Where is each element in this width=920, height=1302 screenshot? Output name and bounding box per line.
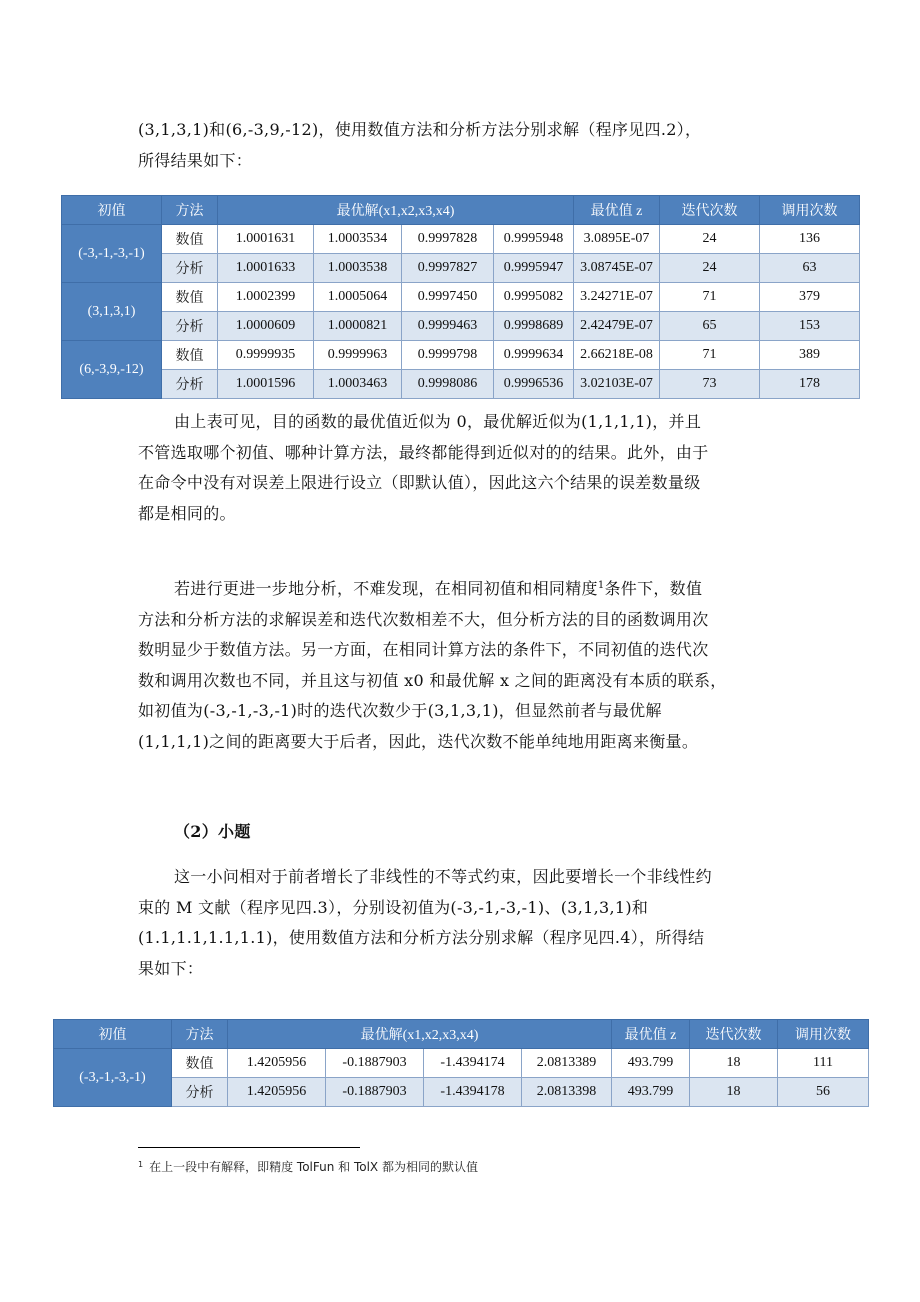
paragraph-line xyxy=(138,574,798,605)
intro-paragraph xyxy=(138,115,798,176)
table-row xyxy=(62,225,860,254)
method-cell: 分析 xyxy=(162,312,218,341)
table-header-row xyxy=(62,196,860,225)
z-cell: 3.02103E-07 xyxy=(574,370,660,399)
x2-cell: -0.1887903 xyxy=(326,1049,424,1078)
calls-cell: 136 xyxy=(760,225,860,254)
footnote-mark: 1 xyxy=(138,1160,144,1169)
paragraph-line: 数和调用次数也不同，并且这与初值 x0 和最优解 x 之间的距离没有本质的联系， xyxy=(138,670,727,690)
table-row xyxy=(62,312,860,341)
header-optimal-value: 最优值 z xyxy=(574,196,660,225)
x4-cell: 0.9995082 xyxy=(494,283,574,312)
header-iterations: 迭代次数 xyxy=(690,1020,778,1049)
header-optimal-solution: 最优解(x1,x2,x3,x4) xyxy=(228,1020,612,1049)
x3-cell: -1.4394174 xyxy=(424,1049,522,1078)
table-row xyxy=(62,283,860,312)
calls-cell: 63 xyxy=(760,254,860,283)
paragraph-line: 束的 M 文献（程序见四.3），分别设初值为(-3,-1,-3,-1)、(3,1,3,1)和 xyxy=(138,897,649,917)
initial-value-cell: (-3,-1,-3,-1) xyxy=(54,1049,172,1107)
initial-value-cell: (3,1,3,1) xyxy=(62,283,162,341)
z-cell: 2.42479E-07 xyxy=(574,312,660,341)
method-cell: 分析 xyxy=(172,1078,228,1107)
footnote-divider xyxy=(138,1147,360,1148)
table-row xyxy=(62,341,860,370)
header-calls: 调用次数 xyxy=(778,1020,869,1049)
x3-cell: -1.4394178 xyxy=(424,1078,522,1107)
header-optimal-solution: 最优解(x1,x2,x3,x4) xyxy=(218,196,574,225)
z-cell: 493.799 xyxy=(612,1078,690,1107)
table-header-row xyxy=(54,1020,869,1049)
x1-cell: 1.0001633 xyxy=(218,254,314,283)
z-cell: 3.08745E-07 xyxy=(574,254,660,283)
header-initial-value: 初值 xyxy=(54,1020,172,1049)
x1-cell: 1.0002399 xyxy=(218,283,314,312)
iterations-cell: 24 xyxy=(660,225,760,254)
footnote-reference[interactable]: 1 xyxy=(597,580,605,591)
x3-cell: 0.9999463 xyxy=(402,312,494,341)
header-calls: 调用次数 xyxy=(760,196,860,225)
paragraph-line: 如初值为(-3,-1,-3,-1)时的迭代次数少于(3,1,3,1)，但显然前者与最优解 xyxy=(138,701,662,720)
header-iterations: 迭代次数 xyxy=(660,196,760,225)
method-cell: 数值 xyxy=(162,341,218,370)
paragraph-line: 都是相同的。 xyxy=(138,503,236,523)
x4-cell: 0.9998689 xyxy=(494,312,574,341)
paragraph-line: 方法和分析方法的求解误差和迭代次数相差不大，但分析方法的目的函数调用次 xyxy=(138,609,709,629)
x2-cell: 1.0003538 xyxy=(314,254,402,283)
x2-cell: 0.9999963 xyxy=(314,341,402,370)
x3-cell: 0.9997450 xyxy=(402,283,494,312)
z-cell: 2.66218E-08 xyxy=(574,341,660,370)
paragraph-text: 若进行更进一步地分析，不难发现，在相同初值和相同精度 xyxy=(174,579,598,598)
paragraph-line: 这一小问相对于前者增长了非线性的不等式约束，因此要增长一个非线性约 xyxy=(174,867,712,886)
results-table-1 xyxy=(61,195,860,399)
x4-cell: 0.9995947 xyxy=(494,254,574,283)
header-optimal-value: 最优值 z xyxy=(612,1020,690,1049)
paragraph-text: 条件下，数值 xyxy=(604,579,703,598)
x1-cell: 1.0001596 xyxy=(218,370,314,399)
z-cell: 3.0895E-07 xyxy=(574,225,660,254)
method-cell: 数值 xyxy=(162,283,218,312)
footnote-text: 在上一段中有解释，即精度 TolFun 和 TolX 都为相同的默认值 xyxy=(149,1160,478,1174)
initial-value-cell: (-3,-1,-3,-1) xyxy=(62,225,162,283)
analysis-paragraph-3 xyxy=(138,862,798,984)
iterations-cell: 18 xyxy=(690,1078,778,1107)
header-initial-value: 初值 xyxy=(62,196,162,225)
intro-line-1: (3,1,3,1)和(6,-3,9,-12)，使用数值方法和分析方法分别求解（程序见四.2）， xyxy=(138,120,702,139)
method-cell: 分析 xyxy=(162,254,218,283)
x2-cell: 1.0000821 xyxy=(314,312,402,341)
x2-cell: 1.0003534 xyxy=(314,225,402,254)
calls-cell: 111 xyxy=(778,1049,869,1078)
x1-cell: 1.0001631 xyxy=(218,225,314,254)
paragraph-line: (1,1,1,1)之间的距离要大于后者，因此，迭代次数不能单纯地用距离来衡量。 xyxy=(138,731,699,751)
table-row xyxy=(62,370,860,399)
x1-cell: 1.4205956 xyxy=(228,1049,326,1078)
method-cell: 数值 xyxy=(162,225,218,254)
iterations-cell: 71 xyxy=(660,341,760,370)
initial-value-cell: (6,-3,9,-12) xyxy=(62,341,162,399)
x4-cell: 0.9995948 xyxy=(494,225,574,254)
paragraph-line: 不管选取哪个初值、哪种计算方法，最终都能得到近似对的的结果。此外，由于 xyxy=(138,442,709,462)
iterations-cell: 24 xyxy=(660,254,760,283)
x2-cell: 1.0005064 xyxy=(314,283,402,312)
iterations-cell: 65 xyxy=(660,312,760,341)
x3-cell: 0.9999798 xyxy=(402,341,494,370)
header-method: 方法 xyxy=(172,1020,228,1049)
table-row xyxy=(54,1078,869,1107)
intro-line-2: 所得结果如下： xyxy=(138,150,253,170)
z-cell: 493.799 xyxy=(612,1049,690,1078)
x1-cell: 0.9999935 xyxy=(218,341,314,370)
method-cell: 分析 xyxy=(162,370,218,399)
x4-cell: 0.9999634 xyxy=(494,341,574,370)
paragraph-line: (1.1,1.1,1.1,1.1)，使用数值方法和分析方法分别求解（程序见四.4），所得结 xyxy=(138,928,705,947)
x3-cell: 0.9998086 xyxy=(402,370,494,399)
iterations-cell: 71 xyxy=(660,283,760,312)
table-row xyxy=(62,254,860,283)
paragraph-line: 数明显少于数值方法。另一方面，在相同计算方法的条件下，不同初值的迭代次 xyxy=(138,640,709,659)
x2-cell: 1.0003463 xyxy=(314,370,402,399)
x3-cell: 0.9997828 xyxy=(402,225,494,254)
calls-cell: 389 xyxy=(760,341,860,370)
x2-cell: -0.1887903 xyxy=(326,1078,424,1107)
x1-cell: 1.0000609 xyxy=(218,312,314,341)
z-cell: 3.24271E-07 xyxy=(574,283,660,312)
paragraph-line: 由上表可见，目的函数的最优值近似为 0，最优解近似为(1,1,1,1)，并且 xyxy=(174,412,702,431)
analysis-paragraph-2 xyxy=(138,574,798,757)
x4-cell: 2.0813389 xyxy=(522,1049,612,1078)
section-heading: （2）小题 xyxy=(174,822,251,841)
iterations-cell: 73 xyxy=(660,370,760,399)
x4-cell: 0.9996536 xyxy=(494,370,574,399)
calls-cell: 379 xyxy=(760,283,860,312)
iterations-cell: 18 xyxy=(690,1049,778,1078)
calls-cell: 56 xyxy=(778,1078,869,1107)
paragraph-line: 在命令中没有对误差上限进行设立（即默认值），因此这六个结果的误差数量级 xyxy=(138,473,701,492)
calls-cell: 153 xyxy=(760,312,860,341)
results-table-2 xyxy=(53,1019,869,1107)
method-cell: 数值 xyxy=(172,1049,228,1078)
x4-cell: 2.0813398 xyxy=(522,1078,612,1107)
header-method: 方法 xyxy=(162,196,218,225)
analysis-paragraph-1 xyxy=(138,407,798,529)
x3-cell: 0.9997827 xyxy=(402,254,494,283)
paragraph-line: 果如下： xyxy=(138,958,204,978)
footnote xyxy=(138,1158,478,1175)
table-row xyxy=(54,1049,869,1078)
x1-cell: 1.4205956 xyxy=(228,1078,326,1107)
calls-cell: 178 xyxy=(760,370,860,399)
